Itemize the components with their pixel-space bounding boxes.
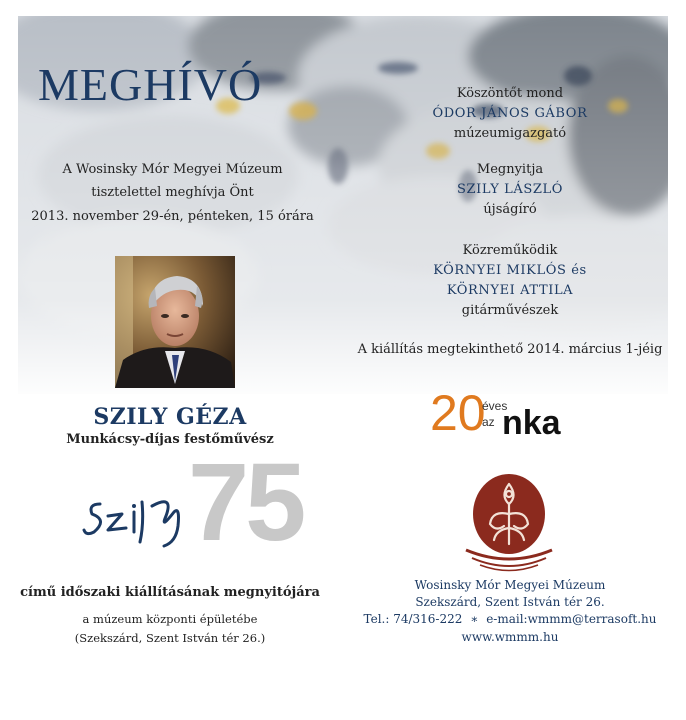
artist-title: Munkácsy-díjas festőművész bbox=[66, 432, 274, 447]
opening-label: Megnyitja bbox=[476, 162, 544, 177]
museum-address: Szekszárd, Szent István tér 26. bbox=[415, 595, 605, 609]
greeting-name: ÓDOR JÁNOS GÁBOR bbox=[432, 106, 588, 121]
artist-portrait bbox=[115, 256, 235, 388]
participants-role: gitárművészek bbox=[461, 303, 559, 318]
visit-note: A kiállítás megtekinthető 2014. március 1-jéig bbox=[357, 342, 663, 357]
museum-phone-email bbox=[350, 612, 670, 626]
greeting-role: múzeumigazgató bbox=[453, 126, 567, 141]
host-line-2: tisztelettel meghívja Önt bbox=[91, 185, 254, 200]
artist-name: SZILY GÉZA bbox=[93, 404, 247, 430]
nka-brand: nka bbox=[502, 404, 561, 442]
participants-name-2: KÖRNYEI ATTILA bbox=[446, 283, 574, 298]
museum-name: Wosinsky Mór Megyei Múzeum bbox=[414, 578, 606, 592]
nka-number: 20 bbox=[430, 385, 486, 441]
separator-asterisk: ∗ bbox=[470, 612, 479, 626]
host-line-1: A Wosinsky Mór Megyei Múzeum bbox=[62, 162, 283, 177]
invitation-title: MEGHÍVÓ bbox=[38, 59, 263, 110]
nka-text-az: az bbox=[482, 415, 495, 429]
venue-line-1: a múzeum központi épületébe bbox=[82, 612, 258, 626]
museum-logo bbox=[456, 470, 562, 576]
participants-name-1: KÖRNYEI MIKLÓS és bbox=[433, 263, 587, 278]
nka-20-years-logo bbox=[430, 382, 580, 442]
age-numeral: 75 bbox=[188, 441, 303, 564]
nka-text-eves: éves bbox=[482, 399, 508, 413]
museum-phone: Tel.: 74/316-222 bbox=[363, 612, 463, 626]
museum-email[interactable]: e-mail:wmmm@terrasoft.hu bbox=[486, 612, 657, 626]
museum-website[interactable]: www.wmmm.hu bbox=[461, 630, 559, 644]
greeting-label: Köszöntőt mond bbox=[456, 86, 564, 101]
event-description: című időszaki kiállításának megnyitójára bbox=[20, 585, 320, 600]
participants-label: Közreműködik bbox=[462, 243, 558, 258]
venue-line-2: (Szekszárd, Szent István tér 26.) bbox=[74, 631, 266, 645]
artist-signature bbox=[78, 482, 198, 552]
date-line: 2013. november 29-én, pénteken, 15 órára bbox=[31, 209, 314, 224]
opening-name: SZILY LÁSZLÓ bbox=[456, 182, 564, 197]
opening-role: újságíró bbox=[483, 202, 537, 217]
